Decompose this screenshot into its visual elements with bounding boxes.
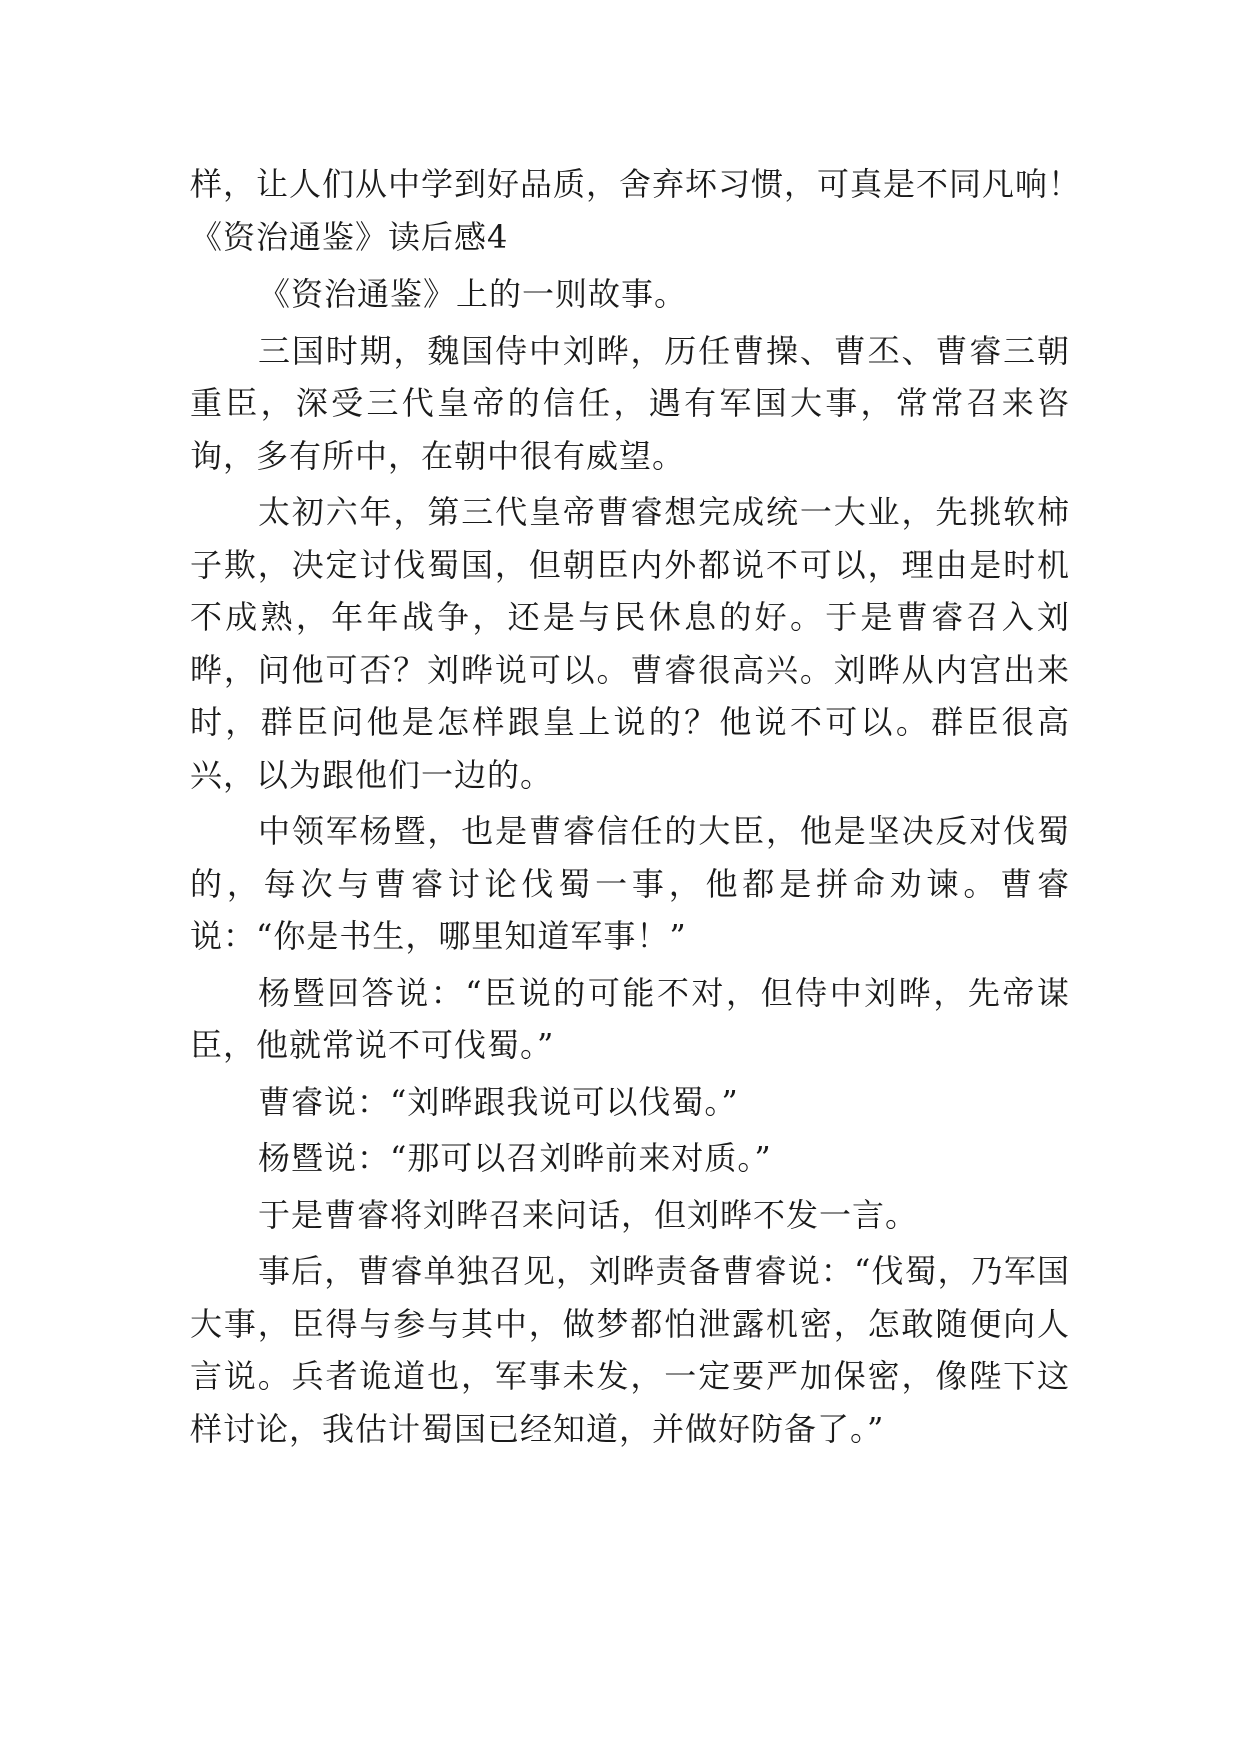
paragraph: 三国时期，魏国侍中刘晔，历任曹操、曹丕、曹睿三朝重臣，深受三代皇帝的信任，遇有军国大事，常常召来咨询，多有所中，在朝中很有威望。 (190, 331, 1070, 475)
document-body (190, 158, 1082, 1459)
paragraph: 事后，曹睿单独召见，刘晔责备曹睿说：“伐蜀，乃军国大事，臣得与参与其中，做梦都怕泄露机密，怎敢随便向人言说。兵者诡道也，军事未发，一定要严加保密，像陛下这样讨论，我估计蜀国已经知道，并做好防备了。” (190, 1252, 1070, 1448)
section-title: 《资治通鉴》读后感4 (190, 218, 509, 256)
continuation-line: 样，让人们从中学到好品质，舍弃坏习惯，可真是不同凡响！ (190, 165, 1082, 203)
paragraph: 杨暨说：“那可以召刘晔前来对质。” (258, 1139, 772, 1177)
paragraph: 太初六年，第三代皇帝曹睿想完成统一大业，先挑软柿子欺，决定讨伐蜀国，但朝臣内外都说不可以，理由是时机不成熟，年年战争，还是与民休息的好。于是曹睿召入刘晔，问他可否？刘晔说可以。曹睿很高兴。刘晔从内宫出来时，群臣问他是怎样跟皇上说的？他说不可以。群臣很高兴，以为跟他们一边的。 (190, 493, 1070, 794)
paragraph: 曹睿说：“刘晔跟我说可以伐蜀。” (258, 1082, 739, 1121)
paragraph: 杨暨回答说：“臣说的可能不对，但侍中刘晔，先帝谋臣，他就常说不可伐蜀。” (190, 973, 1070, 1064)
paragraph: 中领军杨暨，也是曹睿信任的大臣，他是坚决反对伐蜀的，每次与曹睿讨论伐蜀一事，他都是拼命劝谏。曹睿说：“你是书生，哪里知道军事！” (190, 812, 1070, 955)
paragraph: 《资治通鉴》上的一则故事。 (258, 275, 688, 313)
paragraph: 于是曹睿将刘晔召来问话，但刘晔不发一言。 (258, 1195, 919, 1234)
